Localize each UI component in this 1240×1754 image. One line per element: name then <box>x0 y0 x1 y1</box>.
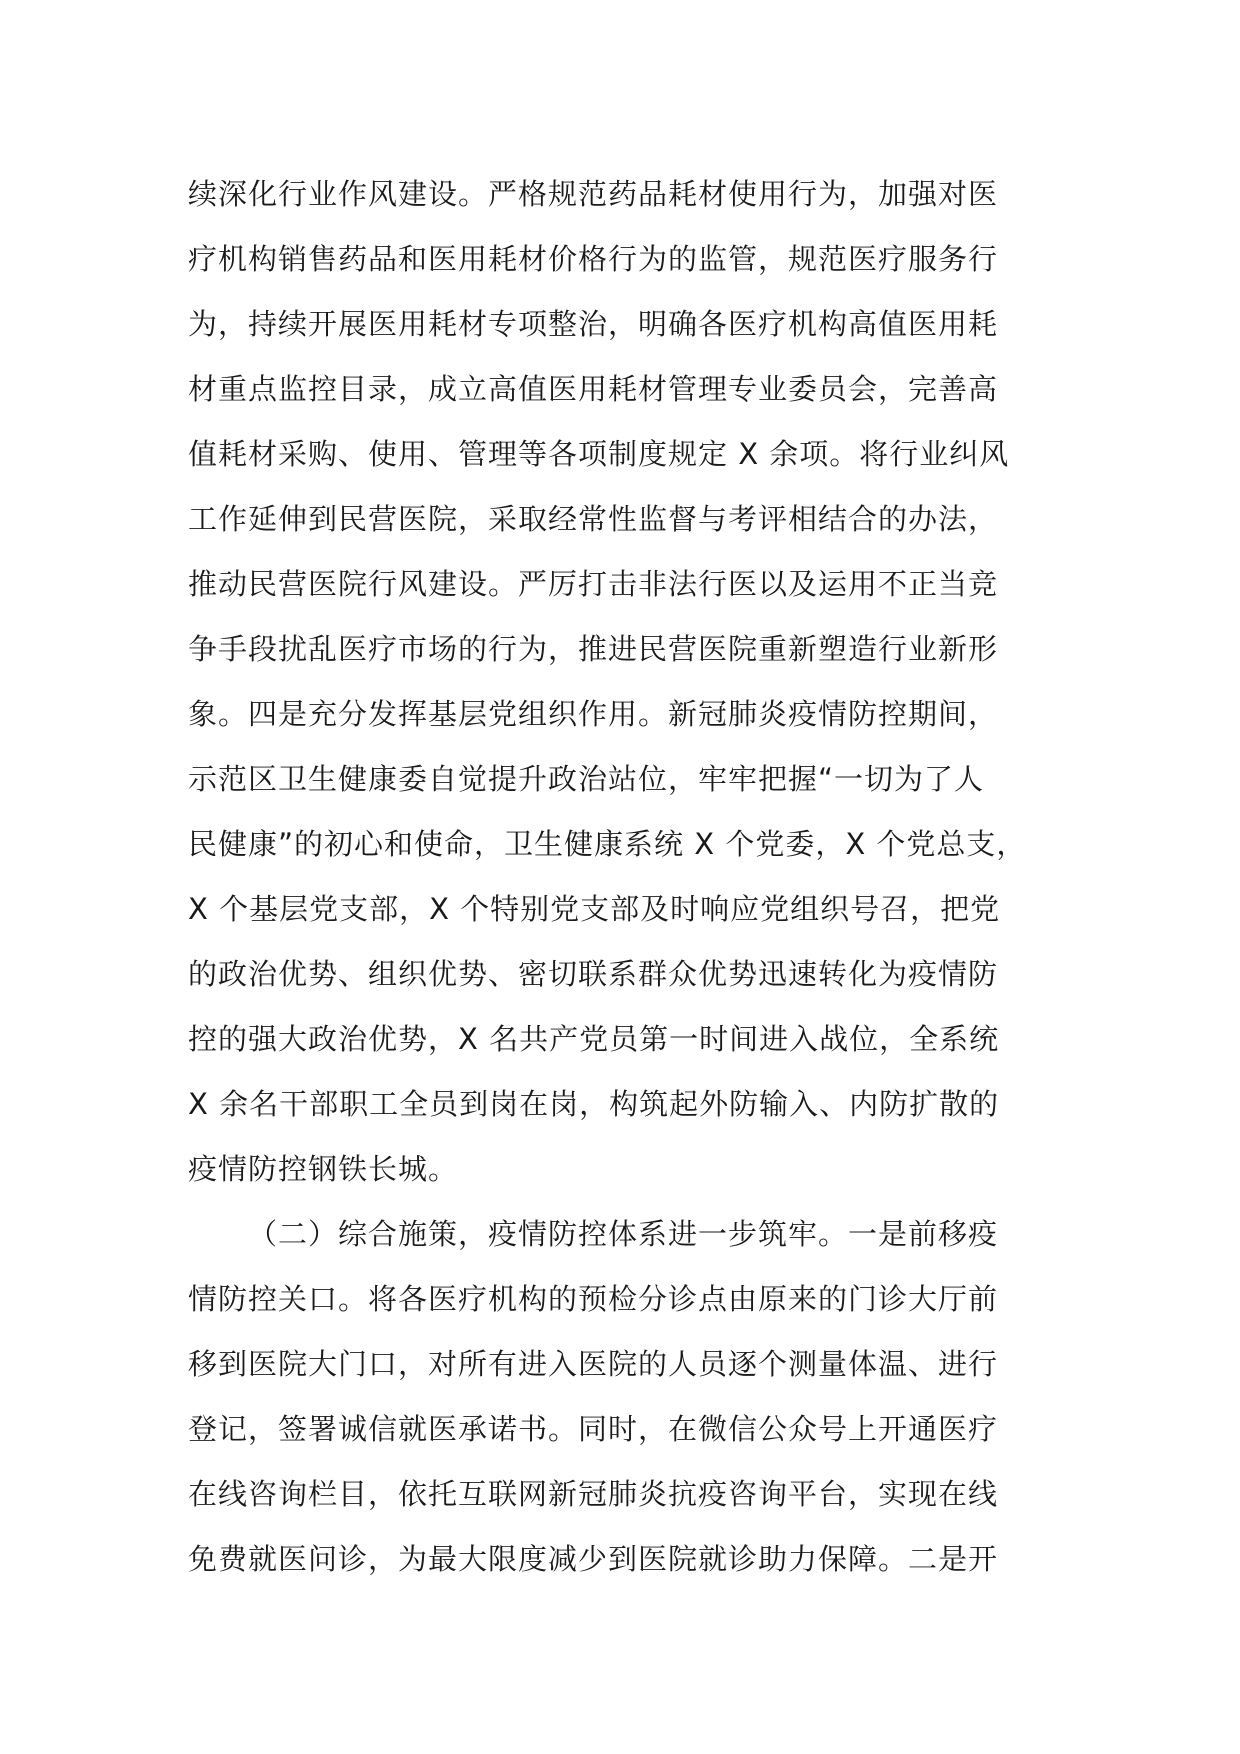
text-line: 材重点监控目录，成立高值医用耗材管理专业委员会，完善高 <box>188 372 999 406</box>
text-line: 值耗材采购、使用、管理等各项制度规定 X 余项。将行业纠风 <box>188 437 1010 471</box>
text-line: 工作延伸到民营医院，采取经常性监督与考评相结合的办法， <box>188 502 999 536</box>
text-line: 推动民营医院行风建设。严厉打击非法行医以及运用不正当竞 <box>188 567 999 601</box>
text-line: 续深化行业作风建设。严格规范药品耗材使用行为，加强对医 <box>188 177 999 211</box>
text-line: 象。四是充分发挥基层党组织作用。新冠肺炎疫情防控期间， <box>188 697 999 731</box>
text-line: 登记，签署诚信就医承诺书。同时，在微信公众号上开通医疗 <box>188 1412 999 1446</box>
text-line: 情防控关口。将各医疗机构的预检分诊点由原来的门诊大厅前 <box>188 1282 999 1316</box>
text-line: 为，持续开展医用耗材专项整治，明确各医疗机构高值医用耗 <box>188 307 999 341</box>
text-line: X 个基层党支部，X 个特别党支部及时响应党组织号召，把党 <box>188 892 1001 926</box>
text-line: 移到医院大门口，对所有进入医院的人员逐个测量体温、进行 <box>188 1347 999 1381</box>
text-line: 争手段扰乱医疗市场的行为，推进民营医院重新塑造行业新形 <box>188 632 999 666</box>
body-text <box>188 162 1088 1592</box>
text-line: 示范区卫生健康委自觉提升政治站位，牢牢把握“一切为了人 <box>188 762 985 796</box>
text-line: 免费就医问诊，为最大限度减少到医院就诊助力保障。二是开 <box>188 1542 999 1576</box>
section-heading-line: （二）综合施策，疫情防控体系进一步筑牢。一是前移疫 <box>248 1217 999 1251</box>
text-line: X 余名干部职工全员到岗在岗，构筑起外防输入、内防扩散的 <box>188 1087 1000 1121</box>
text-line: 疫情防控钢铁长城。 <box>188 1152 459 1186</box>
text-line: 民健康”的初心和使命，卫生健康系统 X 个党委，X 个党总支， <box>188 827 1027 861</box>
text-line: 的政治优势、组织优势、密切联系群众优势迅速转化为疫情防 <box>188 957 999 991</box>
text-line: 控的强大政治优势，X 名共产党员第一时间进入战位，全系统 <box>188 1022 1000 1056</box>
text-line: 疗机构销售药品和医用耗材价格行为的监管，规范医疗服务行 <box>188 242 999 276</box>
text-line: 在线咨询栏目，依托互联网新冠肺炎抗疫咨询平台，实现在线 <box>188 1477 999 1511</box>
